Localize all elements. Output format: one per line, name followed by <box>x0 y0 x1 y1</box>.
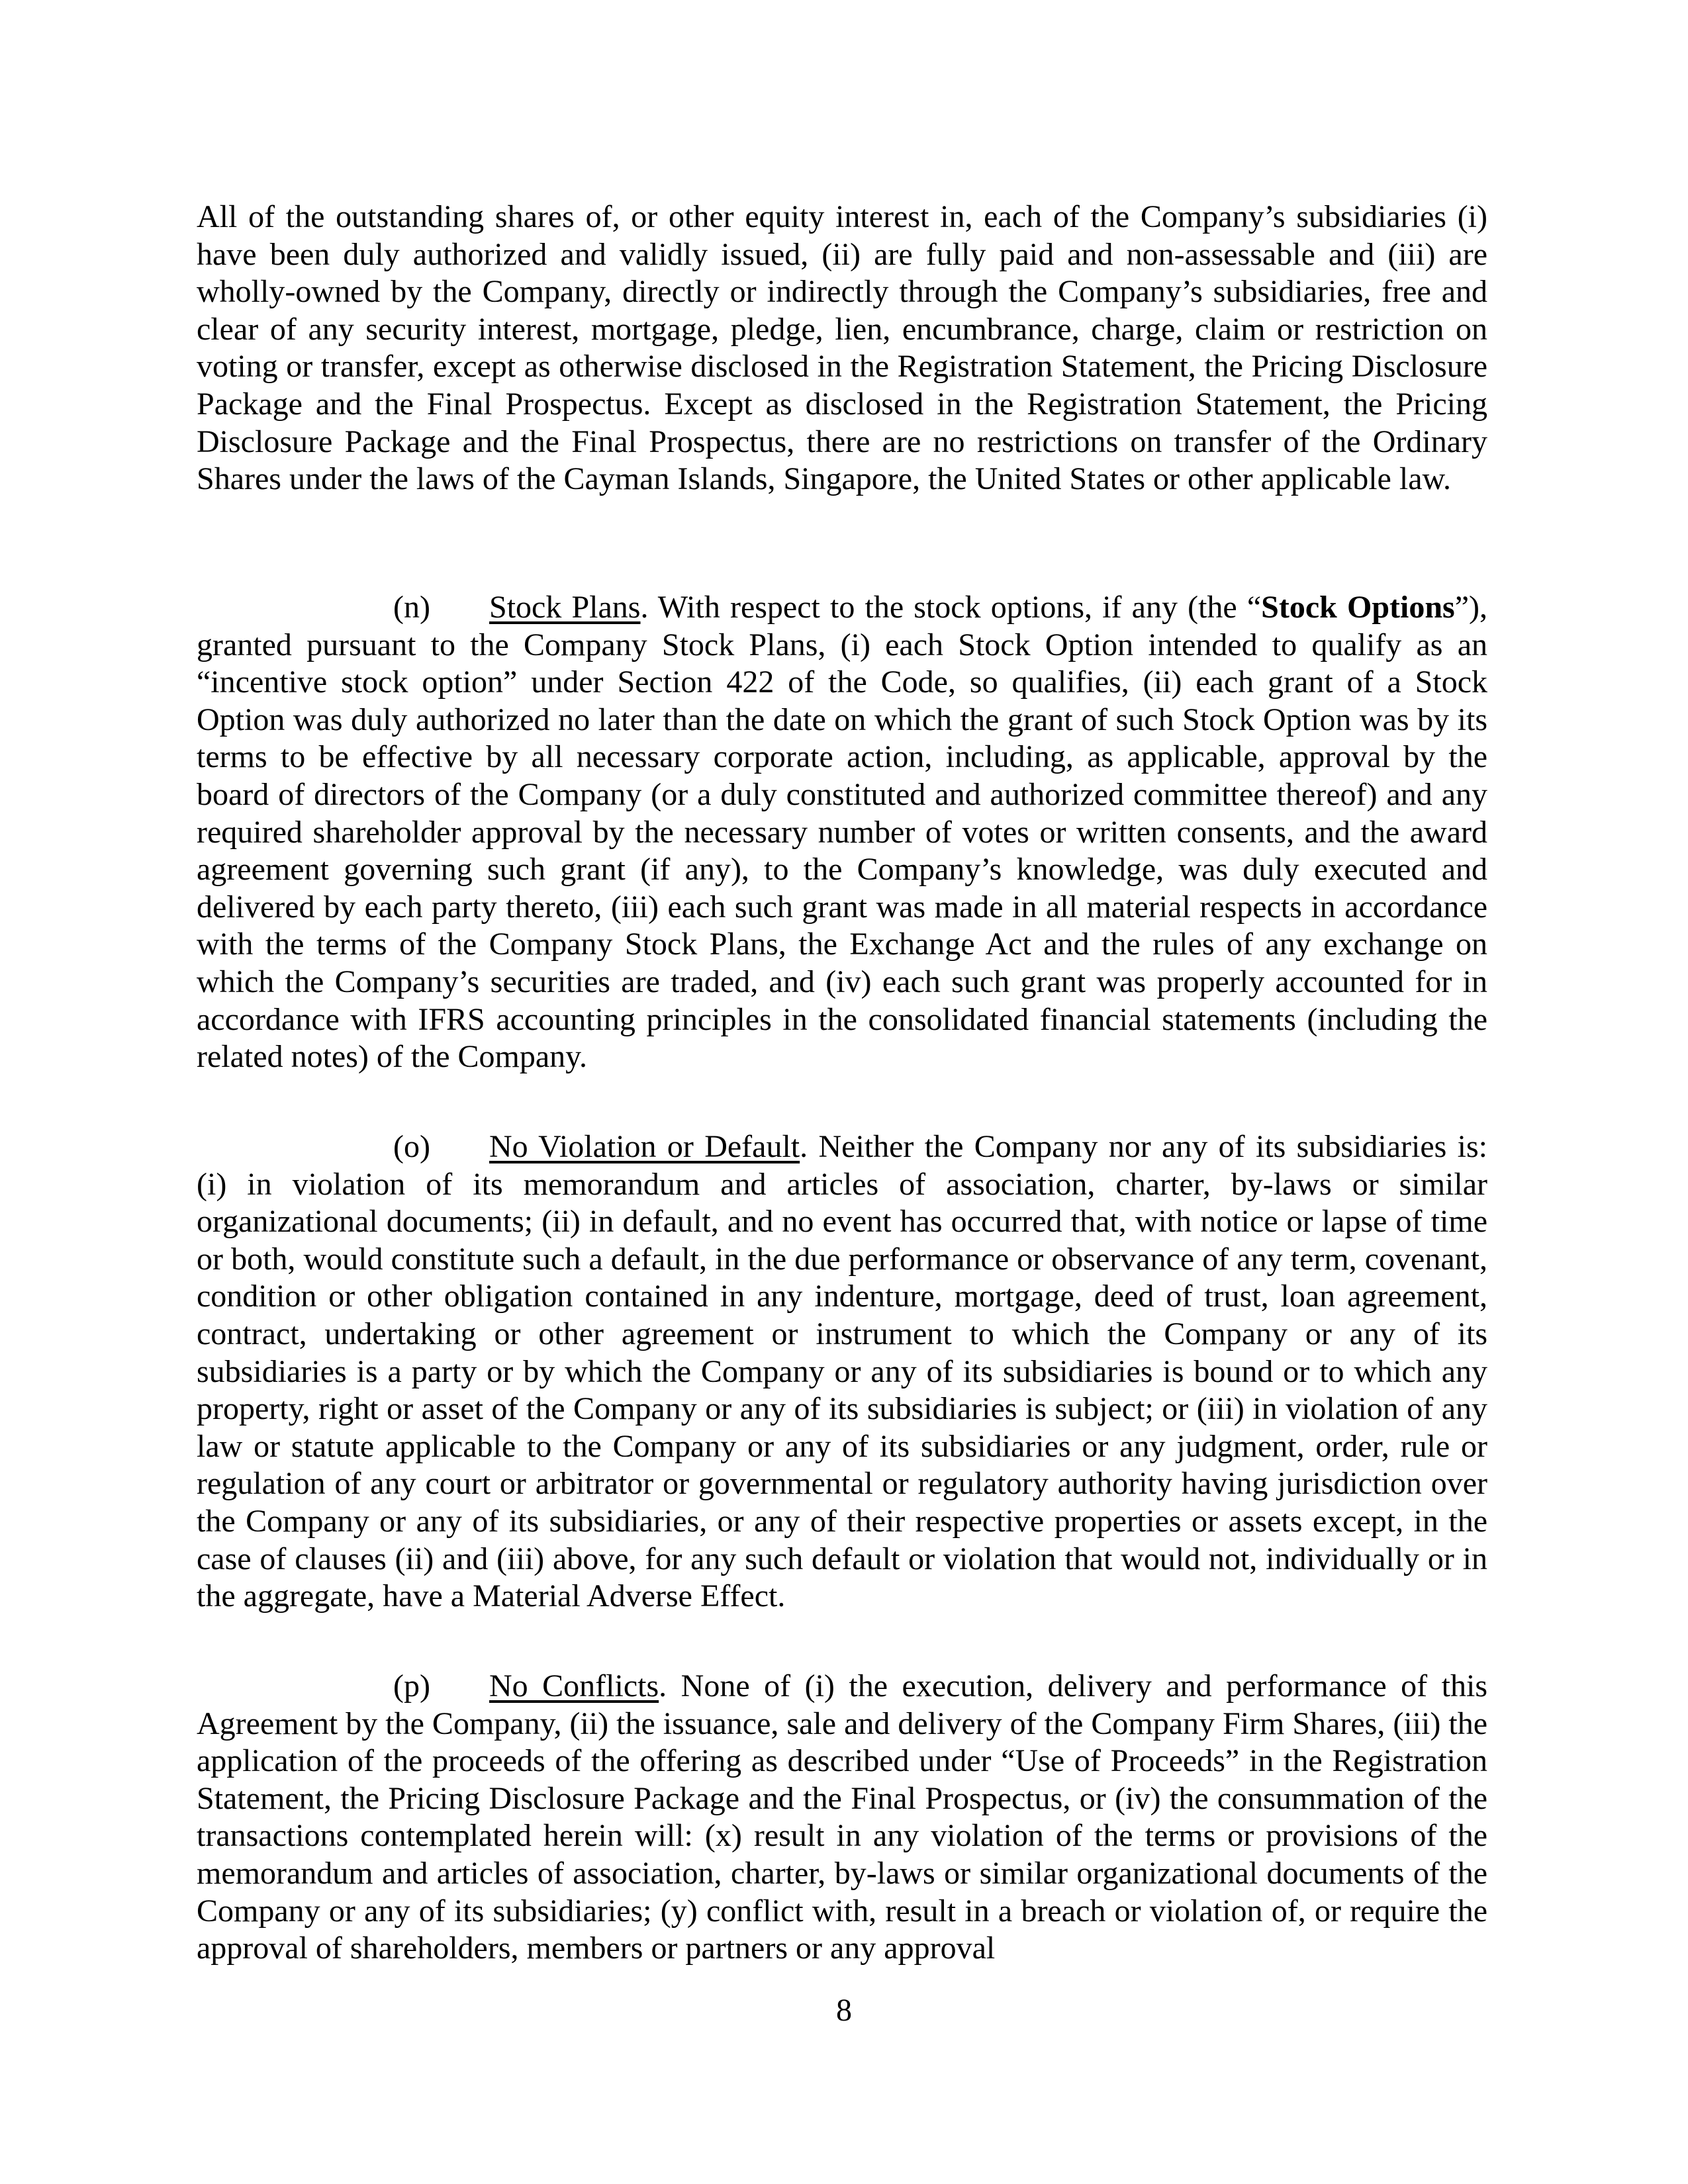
section-heading-no-violation: No Violation or Default <box>489 1129 800 1164</box>
paragraph-p-no-conflicts <box>197 1668 1487 1968</box>
paragraph-n-stock-plans <box>197 589 1487 1076</box>
section-heading-no-conflicts: No Conflicts <box>489 1668 659 1704</box>
defined-term-stock-options: Stock Options <box>1261 590 1455 625</box>
section-text-n-lead: . With respect to the stock options, if any (the “ <box>640 590 1262 625</box>
section-heading-stock-plans: Stock Plans <box>489 590 641 625</box>
section-number-p: (p) <box>393 1668 430 1704</box>
section-number-n: (n) <box>393 590 430 625</box>
paragraph-m-continued: All of the outstanding shares of, or other equity interest in, each of the Company’s subsidiaries (i) have been duly authorized and validly issued, (ii) are fully paid and non-assessable and (iii) are wholly-owned by the Company, directly or indirectly through the Company’s subsidiaries, free and clear of any security interest, mortgage, pledge, lien, encumbrance, charge, claim or restriction on voting or transfer, except as otherwise disclosed in the Registration Statement, the Pricing Disclosure Package and the Final Prospectus. Except as disclosed in the Registration Statement, the Pricing Disclosure Package and the Final Prospectus, there are no restrictions on transfer of the Ordinary Shares under the laws of the Cayman Islands, Singapore, the United States or other applicable law. <box>197 199 1487 497</box>
paragraph-o-no-violation <box>197 1128 1487 1615</box>
section-text-p: . None of (i) the execution, delivery and performance of this Agreement by the Company, (ii) the issuance, sale and delivery of the Company Firm Shares, (iii) the application of the proceeds of the offering as described under “Use of Proceeds” in the Registration Statement, the Pricing Disclosure Package and the Final Prospectus, or (iv) the consummation of the transactions contemplated herein will: (x) result in any violation of the terms or provisions of the memorandum and articles of association, charter, by-laws or similar organizational documents of the Company or any of its subsidiaries; (y) conflict with, result in a breach or violation of, or require the approval of shareholders, members or partners or any approval <box>197 1668 1487 1966</box>
section-number-o: (o) <box>393 1129 430 1164</box>
page-number: 8 <box>836 1993 852 2028</box>
section-text-n-body: ”), granted pursuant to the Company Stock Plans, (i) each Stock Option intended to qualify as an “incentive stock option” under Section 422 of the Code, so qualifies, (ii) each grant of a Stock Option was duly authorized no later than the date on which the grant of such Stock Option was by its terms to be effective by all necessary corporate action, including, as applicable, approval by the board of directors of the Company (or a duly constituted and authorized committee thereof) and any required shareholder approval by the necessary number of votes or written consents, and the award agreement governing such grant (if any), to the Company’s knowledge, was duly executed and delivered by each party thereto, (iii) each such grant was made in all material respects in accordance with the terms of the Company Stock Plans, the Exchange Act and the rules of any exchange on which the Company’s securities are traded, and (iv) each such grant was properly accounted for in accordance with IFRS accounting principles in the consolidated financial statements (including the related notes) of the Company. <box>197 590 1488 1075</box>
section-text-o: . Neither the Company nor any of its subsidiaries is: (i) in violation of its memorandum and articles of association, charter, by-laws or similar organizational documents; (ii) in default, and no event has occurred that, with notice or lapse of time or both, would constitute such a default, in the due performance or observance of any term, covenant, condition or other obligation contained in any indenture, mortgage, deed of trust, loan agreement, contract, undertaking or other agreement or instrument to which the Company or any of its subsidiaries is a party or by which the Company or any of its subsidiaries is bound or to which any property, right or asset of the Company or any of its subsidiaries is subject; or (iii) in violation of any law or statute applicable to the Company or any of its subsidiaries or any judgment, order, rule or regulation of any court or arbitrator or governmental or regulatory authority having jurisdiction over the Company or any of its subsidiaries, or any of their respective properties or assets except, in the case of clauses (ii) and (iii) above, for any such default or violation that would not, individually or in the aggregate, have a Material Adverse Effect. <box>197 1129 1488 1614</box>
